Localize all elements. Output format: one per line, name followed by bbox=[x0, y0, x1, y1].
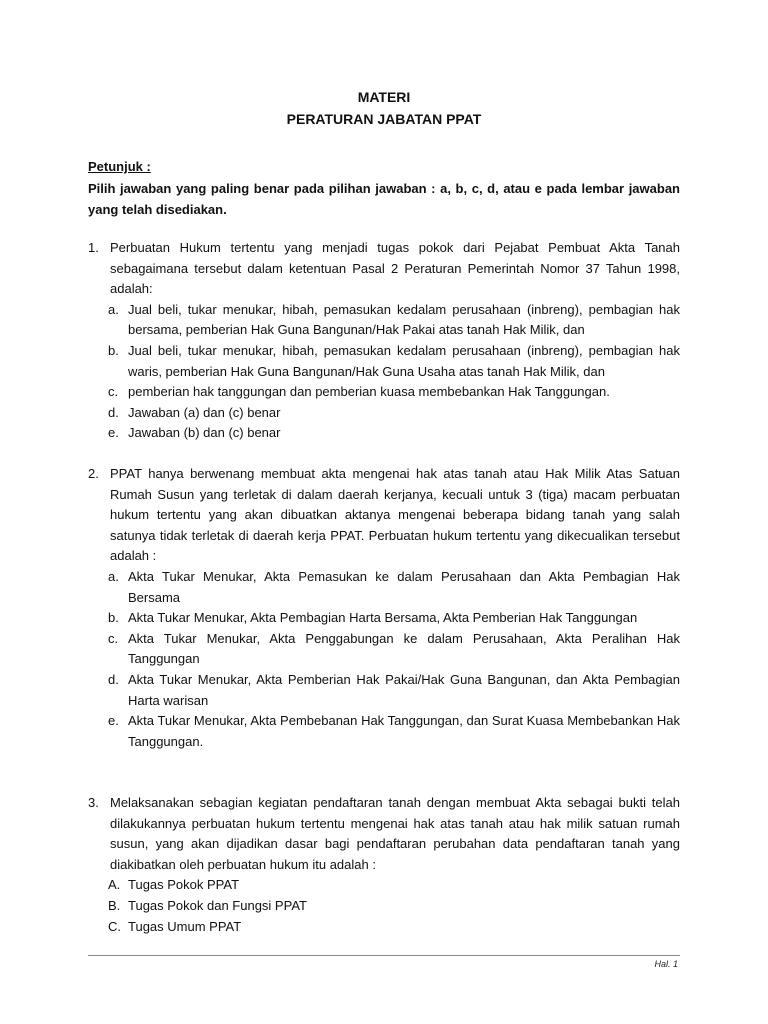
option-text: Akta Tukar Menukar, Akta Pemberian Hak Pakai/Hak Guna Bangunan, dan Akta Pembagian Harta warisan bbox=[128, 671, 680, 708]
answer-option bbox=[88, 711, 680, 752]
question-3 bbox=[88, 793, 680, 937]
option-text: Jual beli, tukar menukar, hibah, pemasukan kedalam perusahaan (inbreng), pembagian hak waris, pemberian Hak Guna Bangunan/Hak Guna Usaha atas tanah Hak Milik, dan bbox=[128, 342, 680, 379]
option-text: pemberian hak tanggungan dan pemberian kuasa membebankan Hak Tanggungan. bbox=[128, 384, 610, 400]
option-letter: a. bbox=[108, 568, 119, 584]
question-2 bbox=[88, 464, 680, 752]
option-text: Akta Tukar Menukar, Akta Pembagian Harta Bersama, Akta Pemberian Hak Tanggungan bbox=[128, 610, 638, 626]
option-letter: e. bbox=[108, 713, 119, 729]
option-text: Tugas Umum PPAT bbox=[128, 918, 242, 934]
document-subtitle: PERATURAN JABATAN PPAT bbox=[286, 111, 482, 127]
footer-divider bbox=[88, 955, 680, 956]
option-letter: b. bbox=[108, 342, 119, 358]
option-letter: C. bbox=[108, 918, 121, 934]
option-letter: c. bbox=[108, 630, 119, 646]
answer-option bbox=[88, 567, 680, 608]
question-number: 2. bbox=[88, 466, 99, 481]
option-letter: d. bbox=[108, 671, 119, 687]
answer-option bbox=[88, 423, 680, 444]
page-number: Hal. 1 bbox=[654, 959, 678, 969]
option-letter: e. bbox=[108, 425, 119, 441]
option-letter: c. bbox=[108, 384, 119, 400]
option-letter: B. bbox=[108, 897, 121, 913]
option-text: Tugas Pokok PPAT bbox=[128, 877, 240, 893]
question-number: 1. bbox=[88, 240, 99, 255]
question-text: PPAT hanya berwenang membuat akta mengenai hak atas tanah atau Hak Milik Atas Satuan Rumah Susun yang terletak di dalam daerah kerjanya, kecuali untuk 3 (tiga) macam perbuatan hukum tertentu yang akan dibuatkan aktanya mengenai beberapa bidang tanah yang salah satunya tidak terletak di daerah kerja PPAT. Perbuatan hukum tertentu yang dikecualikan tersebut adalah : bbox=[110, 466, 680, 564]
answer-options bbox=[88, 875, 680, 937]
option-text: Jawaban (b) dan (c) benar bbox=[128, 425, 281, 441]
instructions-text: Pilih jawaban yang paling benar pada pilihan jawaban : a, b, c, d, atau e pada lembar jawaban yang telah disediakan. bbox=[88, 181, 680, 217]
answer-option bbox=[88, 896, 680, 917]
question-text: Perbuatan Hukum tertentu yang menjadi tugas pokok dari Pejabat Pembuat Akta Tanah sebagaimana tersebut dalam ketentuan Pasal 2 Peraturan Pemerintah Nomor 37 Tahun 1998, adalah: bbox=[110, 240, 680, 297]
option-text: Akta Tukar Menukar, Akta Penggabungan ke dalam Perusahaan, Akta Peralihan Hak Tanggungan bbox=[128, 630, 680, 667]
question-number: 3. bbox=[88, 795, 99, 810]
answer-option bbox=[88, 917, 680, 938]
answer-option bbox=[88, 875, 680, 896]
option-text: Tugas Pokok dan Fungsi PPAT bbox=[128, 897, 307, 913]
option-text: Akta Tukar Menukar, Akta Pembebanan Hak Tanggungan, dan Surat Kuasa Membebankan Hak Tanggungan. bbox=[128, 713, 680, 749]
answer-options bbox=[88, 300, 680, 444]
option-letter: A. bbox=[108, 877, 121, 893]
option-letter: a. bbox=[108, 301, 119, 317]
answer-option bbox=[88, 608, 680, 629]
option-text: Jawaban (a) dan (c) benar bbox=[128, 404, 281, 420]
document-title: MATERI bbox=[357, 89, 411, 105]
option-letter: d. bbox=[108, 404, 119, 420]
question-1 bbox=[88, 238, 680, 444]
answer-options bbox=[88, 567, 680, 752]
answer-option bbox=[88, 670, 680, 711]
option-text: Jual beli, tukar menukar, hibah, pemasukan kedalam perusahaan (inbreng), pembagian hak bersama, pemberian Hak Guna Bangunan/Hak Pakai atas tanah Hak Milik, dan bbox=[128, 301, 680, 338]
answer-option bbox=[88, 300, 680, 341]
instructions-heading: Petunjuk : bbox=[88, 159, 151, 174]
answer-option bbox=[88, 629, 680, 670]
answer-option bbox=[88, 341, 680, 382]
option-letter: b. bbox=[108, 610, 119, 626]
answer-option bbox=[88, 382, 680, 403]
question-text: Melaksanakan sebagian kegiatan pendaftaran tanah dengan membuat Akta sebagai bukti telah dilakukannya perbuatan hukum tertentu mengenai hak atas tanah atau hak milik satuan rumah susun, yang akan dijadikan dasar bagi pendaftaran perubahan data pendaftaran tanah yang diakibatkan oleh perbuatan hukum itu adalah : bbox=[110, 795, 680, 872]
answer-option bbox=[88, 403, 680, 424]
option-text: Akta Tukar Menukar, Akta Pemasukan ke dalam Perusahaan dan Akta Pembagian Hak Bersama bbox=[128, 568, 680, 605]
